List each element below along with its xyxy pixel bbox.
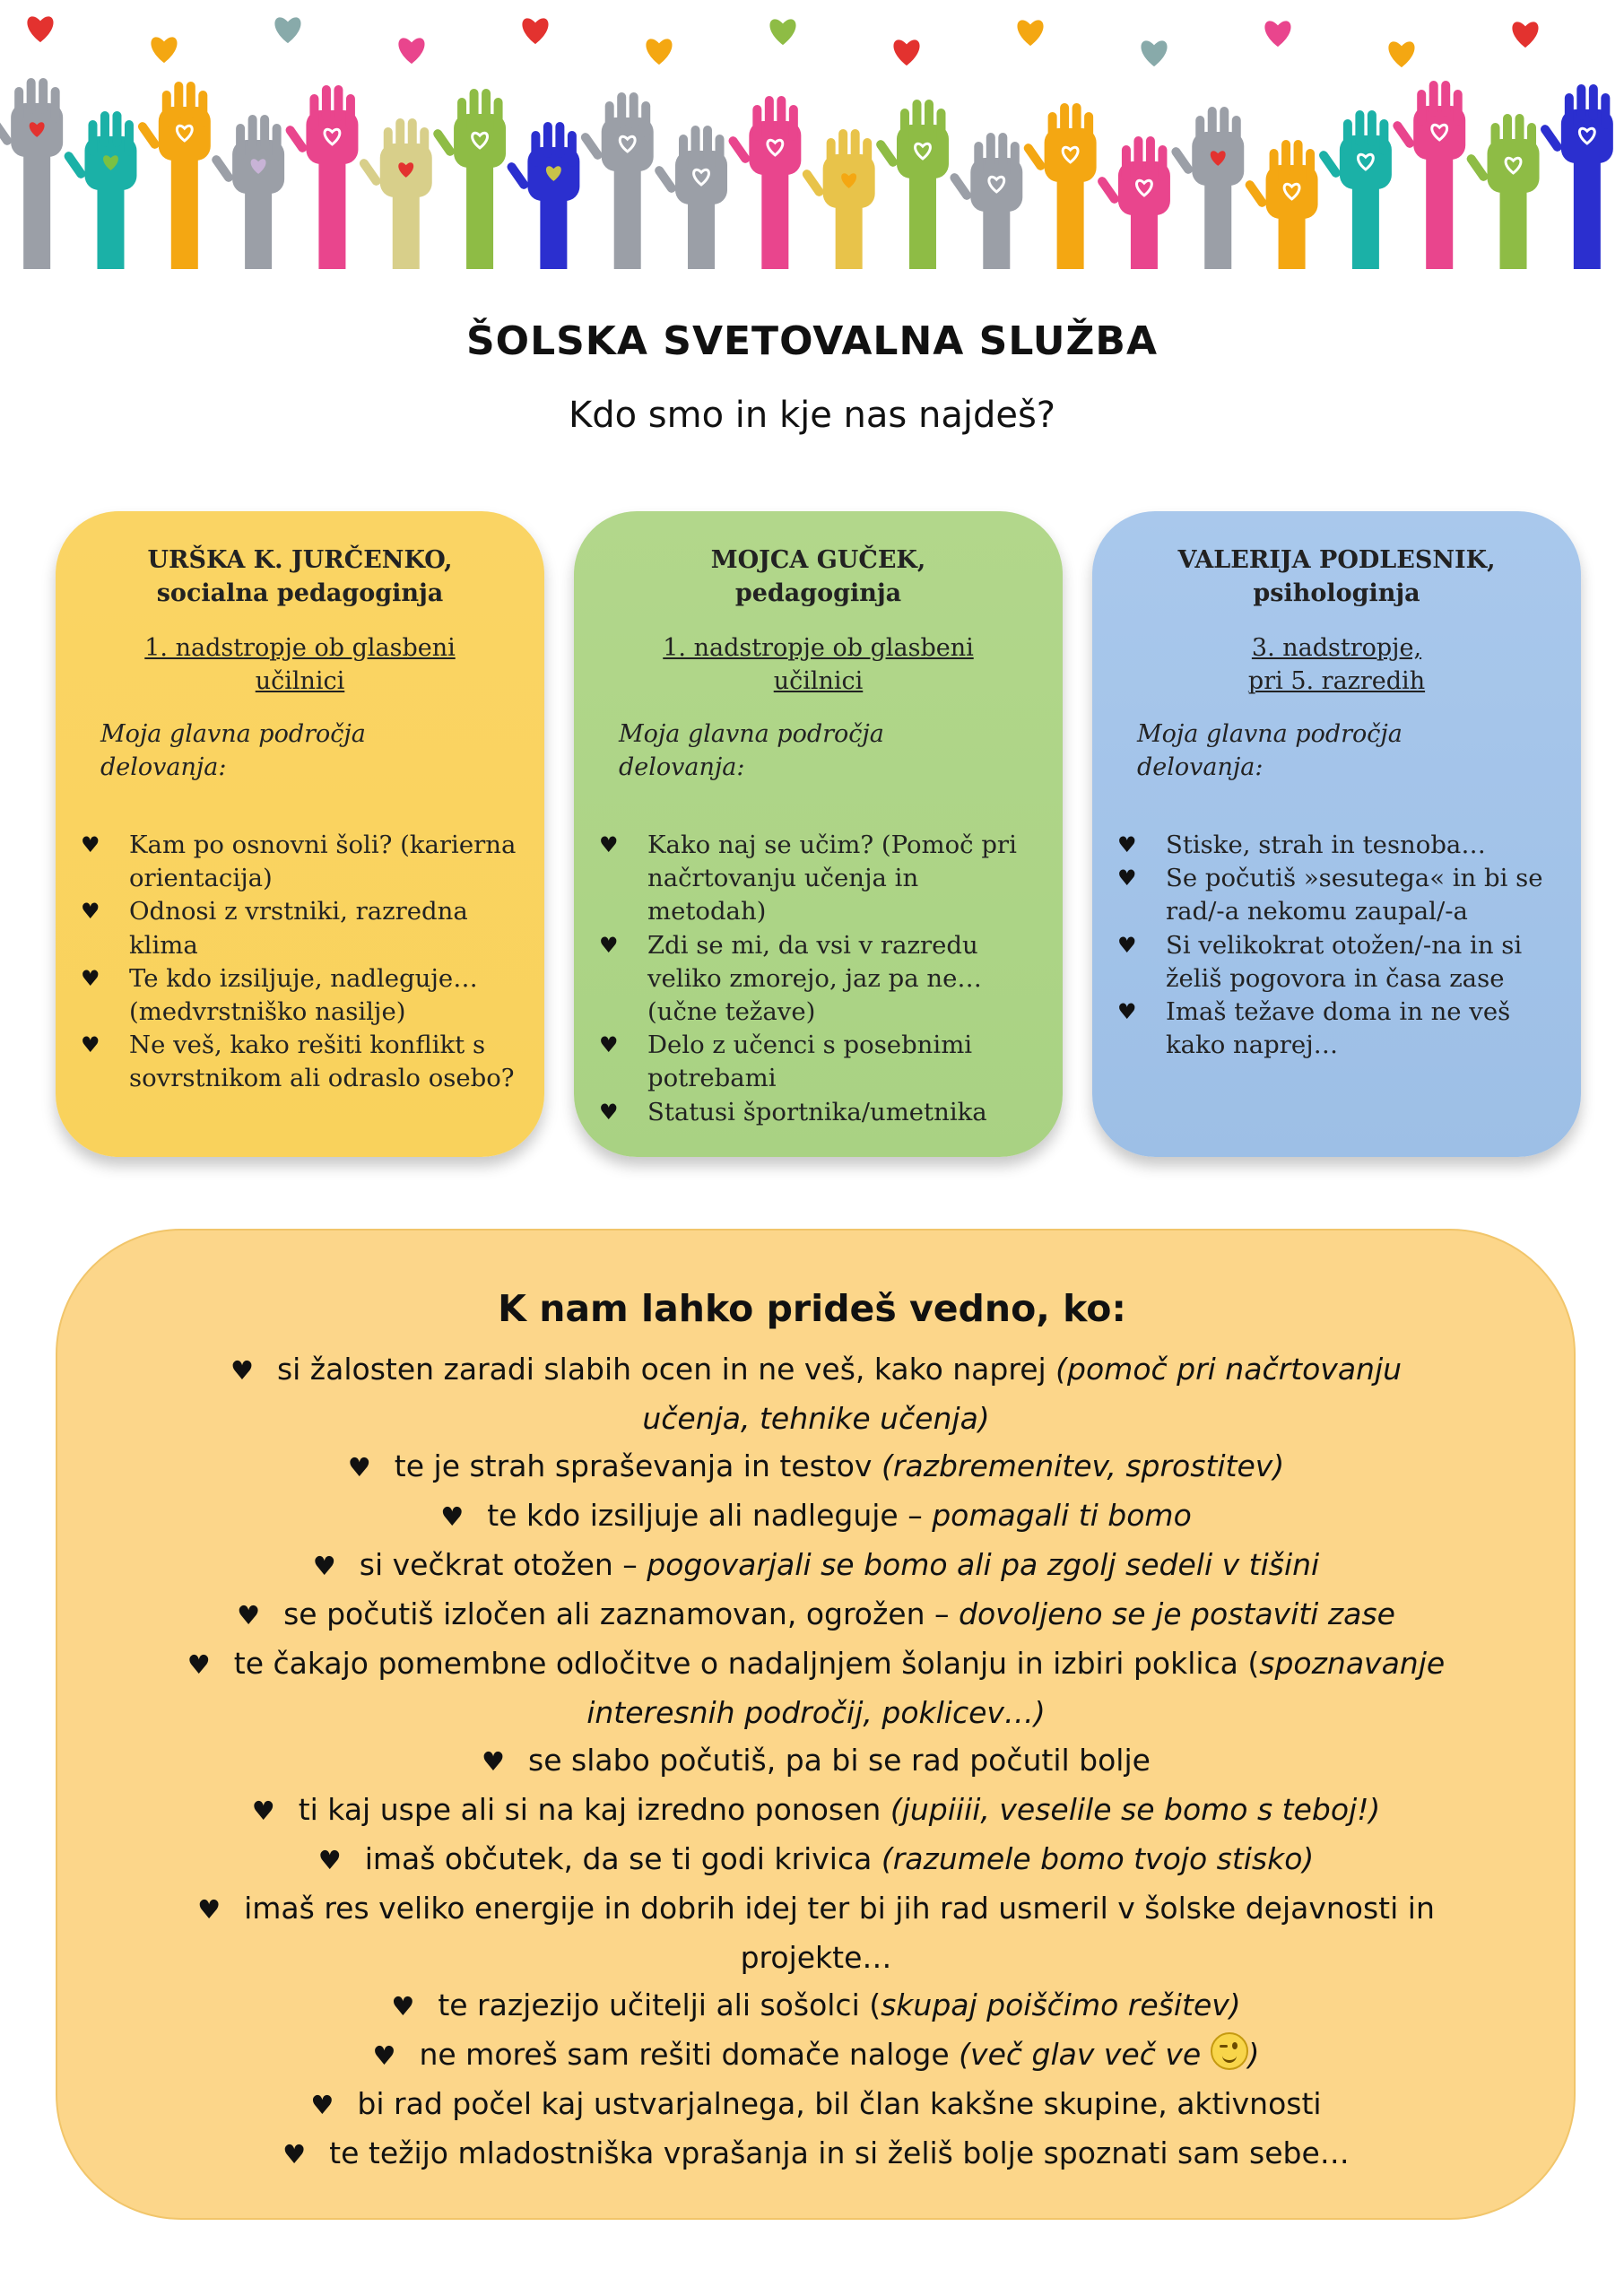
areas-heading: Moja glavna področja delovanja: xyxy=(619,720,884,781)
heart-bullet-icon: ♥ xyxy=(251,1796,275,1826)
areas-heading: Moja glavna področja delovanja: xyxy=(1137,720,1403,781)
heart-bullet-icon: ♥ xyxy=(599,932,619,958)
areas-list xyxy=(599,829,1038,1129)
heart-bullet-icon: ♥ xyxy=(1117,832,1137,857)
raised-hand-icon xyxy=(948,133,1022,269)
counselor-card-pedagogue xyxy=(574,511,1063,1157)
list-item: ♥ te razjezijo učitelji ali sošolci (skupaj poiščimo rešitev) xyxy=(391,1987,1241,2022)
heart-icon xyxy=(398,38,424,64)
heart-icon xyxy=(1264,21,1290,47)
heart-bullet-icon: ♥ xyxy=(1117,999,1137,1025)
list-item: ♥ te čakajo pomembne odločitve o nadaljnjem šolanju in izbiri poklica (spoznavanje interesnih področij, poklicev…) xyxy=(187,1646,1446,1730)
list-item: ♥ Te kdo izsiljuje, nadleguje… (medvrstniško nasilje) xyxy=(81,963,478,1027)
raised-hand-icon xyxy=(506,122,580,269)
list-item: ♥ bi rad počel kaj ustvarjalnega, bil član kakšne skupine, aktivnosti xyxy=(310,2086,1322,2121)
list-item: ♥ Kako naj se učim? (Pomoč pri načrtovanju učenja in metodah) xyxy=(599,831,1017,926)
list-item: ♥ Stiske, strah in tesnoba… xyxy=(1117,829,1556,862)
list-item: ♥ si večkrat otožen – pogovarjali se bomo ali pa zgolj sedeli v tišini xyxy=(312,1547,1320,1582)
heart-icon xyxy=(1017,20,1043,46)
raised-hand-icon xyxy=(653,126,727,269)
list-item: ♥ te težijo mladostniška vprašanja in si želiš bolje spoznati sam sebe… xyxy=(282,2135,1350,2170)
heart-bullet-icon: ♥ xyxy=(482,1746,506,1777)
heart-bullet-icon: ♥ xyxy=(81,899,100,925)
heart-bullet-icon: ♥ xyxy=(372,2040,396,2071)
list-item: ♥ se slabo počutiš, pa bi se rad počutil bolje xyxy=(482,1743,1151,1778)
heart-icon xyxy=(1141,40,1167,66)
raised-hand-icon xyxy=(136,82,211,269)
raised-hand-icon xyxy=(63,111,137,269)
list-item: ♥ ti kaj uspe ali si na kaj izredno ponosen (jupiiii, veselile se bomo s teboj!) xyxy=(251,1792,1381,1827)
raised-hand-icon xyxy=(358,118,432,269)
areas-list xyxy=(81,829,519,1096)
counselor-card-psychologist xyxy=(1092,511,1581,1157)
winking-face-icon xyxy=(1211,2032,1248,2070)
counselor-location: 1. nadstropje ob glasbeni učilnici xyxy=(663,634,974,695)
list-item: ♥ Si velikokrat otožen/-na in si želiš pogovora in časa zase xyxy=(1117,930,1523,993)
list-item: ♥ te je strah spraševanja in testov (razbremenitev, sprostitev) xyxy=(347,1448,1285,1483)
heart-bullet-icon: ♥ xyxy=(81,1032,100,1058)
heart-bullet-icon: ♥ xyxy=(347,1452,371,1483)
list-item: ♥ Ne veš, kako rešiti konflikt s sovrstnikom ali odraslo osebo? xyxy=(81,1031,515,1093)
heart-icon xyxy=(646,39,672,65)
hands-hearts-banner xyxy=(0,0,1624,269)
raised-hand-icon xyxy=(1465,114,1540,269)
list-item: ♥ Zdi se mi, da vsi v razredu veliko zmorejo, jaz pa ne… (učne težave) xyxy=(599,930,982,1027)
raised-hand-icon xyxy=(874,100,949,269)
heart-bullet-icon: ♥ xyxy=(230,1355,254,1386)
counselor-card-social-pedagogue xyxy=(56,511,544,1157)
heart-bullet-icon: ♥ xyxy=(599,1099,619,1125)
when-to-come-heading: K nam lahko prideš vedno, ko: xyxy=(498,1287,1126,1330)
heart-bullet-icon: ♥ xyxy=(81,832,100,857)
list-item: ♥ Odnosi z vrstniki, razredna klima xyxy=(81,897,468,960)
page-subtitle: Kdo smo in kje nas najdeš? xyxy=(568,395,1056,436)
areas-heading: Moja glavna področja delovanja: xyxy=(100,720,366,781)
heart-icon xyxy=(893,39,919,65)
heart-bullet-icon: ♥ xyxy=(187,1649,211,1680)
counselor-name: URŠKA K. JURČENKO, socialna pedagoginja xyxy=(147,546,453,607)
heart-bullet-icon: ♥ xyxy=(237,1600,261,1631)
list-item: ♥ Kam po osnovni šoli? (karierna orientacija) xyxy=(81,831,517,893)
list-item: ♥ ne moreš sam rešiti domače naloge (več glav več ve ) xyxy=(179,2031,1453,2080)
raised-hand-icon xyxy=(1244,140,1318,269)
counselor-name: VALERIJA PODLESNIK, psihologinja xyxy=(1177,546,1496,607)
heart-bullet-icon: ♥ xyxy=(1117,865,1137,891)
heart-icon xyxy=(27,16,53,42)
list-item: ♥ imaš občutek, da se ti godi krivica (razumele bomo tvojo stisko) xyxy=(317,1841,1315,1876)
heart-bullet-icon: ♥ xyxy=(1117,932,1137,958)
list-item: ♥ Delo z učenci s posebnimi potrebami xyxy=(599,1031,973,1093)
heart-bullet-icon: ♥ xyxy=(310,2090,334,2120)
raised-hand-icon xyxy=(1096,136,1170,269)
counselor-location: 3. nadstropje, pri 5. razredih xyxy=(1247,634,1426,695)
page-title: ŠOLSKA SVETOVALNA SLUŽBA xyxy=(465,318,1159,364)
heart-bullet-icon: ♥ xyxy=(197,1894,221,1925)
list-item: ♥ imaš res veliko energije in dobrih idej ter bi jih rad usmeril v šolske dejavnosti in projekte… xyxy=(197,1891,1435,1975)
raised-hand-icon xyxy=(1022,103,1097,269)
heart-icon xyxy=(522,18,548,44)
raised-hand-icon xyxy=(1317,110,1392,269)
list-item: ♥ Imaš težave doma in ne veš kako naprej… xyxy=(1117,997,1511,1060)
counselor-location: 1. nadstropje ob glasbeni učilnici xyxy=(144,634,456,695)
heart-bullet-icon: ♥ xyxy=(599,832,619,857)
heart-bullet-icon: ♥ xyxy=(317,1845,342,1875)
list-item: ♥ te kdo izsiljuje ali nadleguje – pomagali ti bomo xyxy=(440,1498,1192,1533)
list-item: ♥ se počutiš izločen ali zaznamovan, ogrožen – dovoljeno se je postaviti zase xyxy=(237,1596,1395,1631)
counselor-name: MOJCA GUČEK, pedagoginja xyxy=(710,546,926,607)
list-item: ♥ Se počutiš »sesutega« in bi se rad/-a nekomu zaupal/-a xyxy=(1117,864,1543,926)
heart-icon xyxy=(274,17,300,43)
heart-bullet-icon: ♥ xyxy=(282,2139,307,2170)
raised-hand-icon xyxy=(1169,107,1244,269)
areas-list xyxy=(1117,829,1556,1062)
heart-bullet-icon: ♥ xyxy=(312,1551,336,1581)
raised-hand-icon xyxy=(1391,81,1465,269)
heart-bullet-icon: ♥ xyxy=(599,1032,619,1058)
raised-hand-icon xyxy=(0,78,63,269)
raised-hand-icon xyxy=(801,129,875,269)
heart-icon xyxy=(151,37,177,63)
when-to-come-list xyxy=(179,1345,1453,2179)
heart-bullet-icon: ♥ xyxy=(81,965,100,991)
raised-hand-icon xyxy=(726,96,801,269)
heart-icon xyxy=(1388,41,1414,67)
list-item: ♥ Statusi športnika/umetnika xyxy=(599,1096,1038,1129)
raised-hand-icon xyxy=(431,89,506,269)
heart-bullet-icon: ♥ xyxy=(391,1991,415,2022)
raised-hand-icon xyxy=(579,92,654,269)
raised-hand-icon xyxy=(1539,84,1613,269)
raised-hand-icon xyxy=(284,85,359,269)
raised-hand-icon xyxy=(210,115,284,269)
list-item: ♥ si žalosten zaradi slabih ocen in ne veš, kako naprej (pomoč pri načrtovanju učenja, tehnike učenja) xyxy=(230,1352,1403,1436)
heart-icon xyxy=(1512,22,1538,48)
heart-icon xyxy=(769,19,795,45)
heart-bullet-icon: ♥ xyxy=(440,1501,465,1532)
